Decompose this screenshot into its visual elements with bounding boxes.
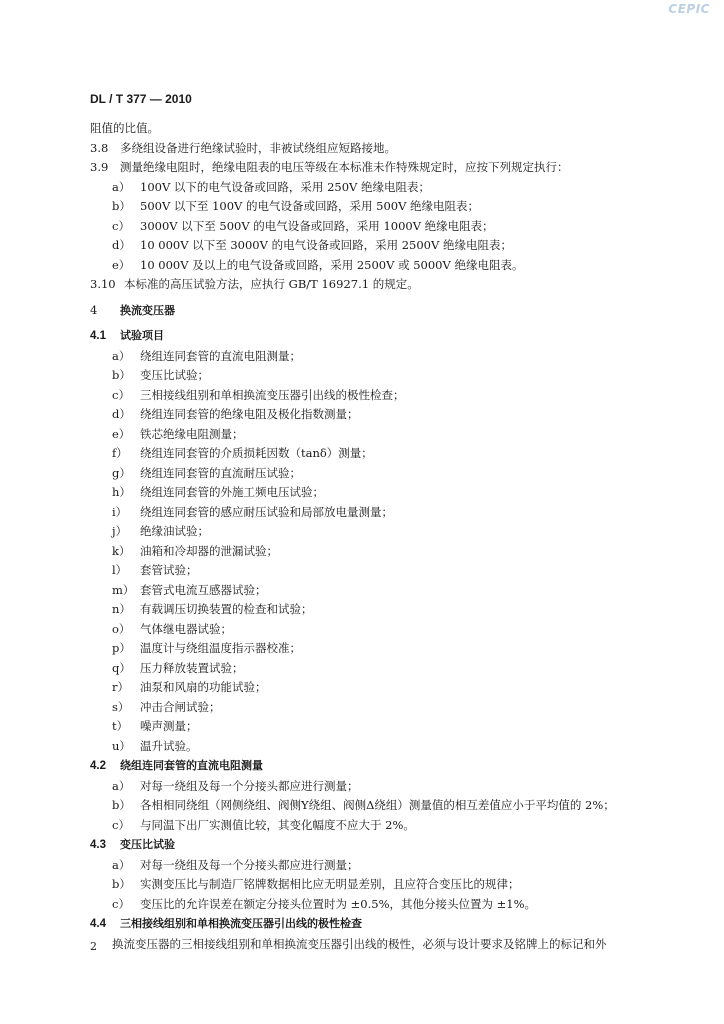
- list-letter: d）: [112, 407, 131, 421]
- section-4-heading: [90, 301, 670, 321]
- clause-number: 3.10: [90, 277, 116, 291]
- list-letter: c）: [112, 896, 130, 911]
- list-item: [90, 178, 670, 198]
- list-letter: e）: [112, 426, 131, 441]
- section-title: 试验项目: [120, 329, 164, 342]
- list-item: [90, 678, 670, 698]
- list-item: [90, 895, 670, 915]
- list-letter: j）: [112, 524, 128, 538]
- clause-text: 测量绝缘电阻时，绝缘电阻表的电压等级在本标准未作特殊规定时，应按下列规定执行：: [120, 160, 569, 174]
- clause-number: 3.8: [90, 140, 109, 155]
- list-letter: b）: [112, 368, 131, 382]
- list-letter: c）: [112, 218, 130, 233]
- list-item: [90, 256, 670, 276]
- list-text: 绕组连同套管的外施工频电压试验；: [140, 485, 324, 499]
- list-item: [90, 698, 670, 718]
- list-item: [90, 347, 670, 367]
- list-text: 温升试验。: [140, 738, 198, 753]
- list-letter: p）: [112, 641, 131, 655]
- list-item: [90, 522, 670, 542]
- list-text: 三相接线组别和单相换流变压器引出线的极性检查；: [140, 387, 405, 402]
- list-letter: k）: [112, 543, 131, 558]
- list-item: [90, 737, 670, 757]
- list-letter: s）: [112, 699, 130, 714]
- list-item: [90, 366, 670, 386]
- section-4-2-list: [90, 777, 670, 836]
- list-text: 绕组连同套管的介质损耗因数（tanδ）测量；: [140, 446, 373, 460]
- list-letter: a）: [112, 179, 131, 194]
- clause-3-8: [90, 139, 670, 159]
- list-item: [90, 816, 670, 836]
- cepic-watermark: CEPIC: [668, 2, 710, 16]
- list-text: 气体继电器试验；: [140, 621, 232, 636]
- list-text: 绕组连同套管的直流电阻测量；: [140, 348, 301, 363]
- section-4-3-heading: [90, 835, 670, 856]
- section-title: 换流变压器: [120, 303, 175, 317]
- list-text: 油箱和冷却器的泄漏试验；: [140, 543, 278, 558]
- list-text: 压力释放装置试验；: [140, 660, 244, 675]
- list-text: 油泵和风扇的功能试验；: [140, 680, 267, 694]
- list-text: 与同温下出厂实测值比较，其变化幅度不应大于 2%。: [140, 817, 415, 832]
- list-item: [90, 875, 670, 895]
- list-text: 实测变压比与制造厂铭牌数据相比应无明显差别，且应符合变压比的规律；: [140, 877, 520, 891]
- section-number: 4: [90, 302, 98, 317]
- list-item: [90, 503, 670, 523]
- section-4-3-list: [90, 856, 670, 915]
- page-number: 2: [90, 940, 97, 953]
- list-text: 温度计与绕组温度指示器校准；: [140, 641, 301, 655]
- list-text: 100V 以下的电气设备或回路，采用 250V 绝缘电阻表；: [140, 179, 430, 194]
- list-text: 10 000V 及以上的电气设备或回路，采用 2500V 或 5000V 绝缘电阻表。: [140, 257, 524, 272]
- list-text: 变压比试验；: [140, 368, 209, 382]
- list-text: 3000V 以下至 500V 的电气设备或回路，采用 1000V 绝缘电阻表；: [140, 218, 494, 233]
- continuation-text: 阻值的比值。: [90, 121, 159, 135]
- list-text: 铁芯绝缘电阻测量；: [140, 426, 244, 441]
- list-text: 噪声测量；: [140, 719, 198, 733]
- list-item: [90, 405, 670, 425]
- clause-text: 本标准的高压试验方法，应执行 GB/T 16927.1 的规定。: [124, 277, 419, 291]
- list-letter: r）: [112, 680, 129, 694]
- list-item: [90, 581, 670, 601]
- list-text: 对每一绕组及每一个分接头都应进行测量；: [140, 778, 359, 793]
- section-number: 4.1: [90, 330, 106, 342]
- list-item: [90, 464, 670, 484]
- list-item: [90, 483, 670, 503]
- list-letter: n）: [112, 602, 131, 616]
- clause-3-10: [90, 275, 670, 295]
- list-text: 绕组连同套管的绝缘电阻及极化指数测量；: [140, 407, 359, 421]
- list-text: 500V 以下至 100V 的电气设备或回路，采用 500V 绝缘电阻表；: [140, 199, 480, 213]
- list-letter: h）: [112, 485, 131, 499]
- section-number: 4.3: [90, 839, 106, 851]
- list-item: [90, 600, 670, 620]
- section-title: 变压比试验: [120, 838, 175, 851]
- list-letter: i）: [112, 504, 128, 519]
- list-item: [90, 542, 670, 562]
- section-4-1-heading: [90, 326, 670, 347]
- list-letter: o）: [112, 621, 131, 636]
- list-item: [90, 639, 670, 659]
- list-letter: u）: [112, 738, 131, 753]
- list-text: 绕组连同套管的感应耐压试验和局部放电量测量；: [140, 504, 393, 519]
- list-letter: b）: [112, 798, 131, 812]
- section-title: 绕组连同套管的直流电阻测量: [120, 759, 263, 772]
- clause-3-9: [90, 158, 670, 178]
- list-item: [90, 197, 670, 217]
- list-item: [90, 561, 670, 581]
- clause-number: 3.9: [90, 160, 109, 174]
- list-text: 10 000V 以下至 3000V 的电气设备或回路，采用 2500V 绝缘电阻表；: [140, 238, 512, 252]
- list-text: 各相相同绕组（网侧绕组、阀侧Y绕组、阀侧Δ绕组）测量值的相互差值应小于平均值的 2%；: [140, 798, 615, 812]
- list-text: 变压比的允许误差在额定分接头位置时为 ±0.5%，其他分接头位置为 ±1%。: [140, 896, 537, 911]
- list-item: [90, 217, 670, 237]
- list-letter: c）: [112, 387, 130, 402]
- list-text: 套管式电流互感器试验；: [140, 582, 267, 597]
- clause-text: 多绕组设备进行绝缘试验时，非被试绕组应短路接地。: [120, 140, 396, 155]
- list-text: 冲击合闸试验；: [140, 699, 221, 714]
- list-item: [90, 856, 670, 876]
- list-item: [90, 796, 670, 816]
- list-letter: a）: [112, 857, 131, 872]
- list-item: [90, 236, 670, 256]
- list-letter: t）: [112, 719, 129, 733]
- section-4-2-heading: [90, 756, 670, 777]
- list-item: [90, 717, 670, 737]
- list-item: [90, 444, 670, 464]
- list-text: 绕组连同套管的直流耐压试验；: [140, 465, 301, 480]
- section-4-4-body: 换流变压器的三相接线组别和单相换流变压器引出线的极性，必须与设计要求及铭牌上的标记和外: [112, 936, 607, 951]
- list-letter: d）: [112, 238, 131, 252]
- clause-3-9-list: [90, 178, 670, 276]
- list-letter: b）: [112, 199, 131, 213]
- list-letter: m）: [112, 582, 135, 597]
- list-letter: g）: [112, 465, 131, 480]
- list-text: 对每一绕组及每一个分接头都应进行测量；: [140, 857, 359, 872]
- list-letter: q）: [112, 660, 131, 675]
- document-code-header: DL / T 377 — 2010: [90, 92, 192, 106]
- list-letter: a）: [112, 348, 131, 363]
- section-number: 4.2: [90, 760, 106, 772]
- list-text: 有载调压切换装置的检查和试验；: [140, 602, 313, 616]
- page-body: [90, 119, 670, 954]
- list-letter: b）: [112, 877, 131, 891]
- list-letter: a）: [112, 778, 131, 793]
- list-item: [90, 777, 670, 797]
- section-title: 三相接线组别和单相换流变压器引出线的极性检查: [120, 917, 362, 930]
- section-4-1-list: [90, 347, 670, 757]
- list-item: [90, 425, 670, 445]
- list-text: 套管试验；: [140, 563, 198, 577]
- list-item: [90, 386, 670, 406]
- list-letter: l）: [112, 563, 128, 577]
- section-4-4-heading: [90, 914, 670, 935]
- list-letter: f）: [112, 446, 128, 460]
- list-letter: e）: [112, 257, 131, 272]
- list-item: [90, 659, 670, 679]
- list-item: [90, 620, 670, 640]
- list-text: 绝缘油试验；: [140, 524, 209, 538]
- section-number: 4.4: [90, 918, 106, 930]
- list-letter: c）: [112, 817, 130, 832]
